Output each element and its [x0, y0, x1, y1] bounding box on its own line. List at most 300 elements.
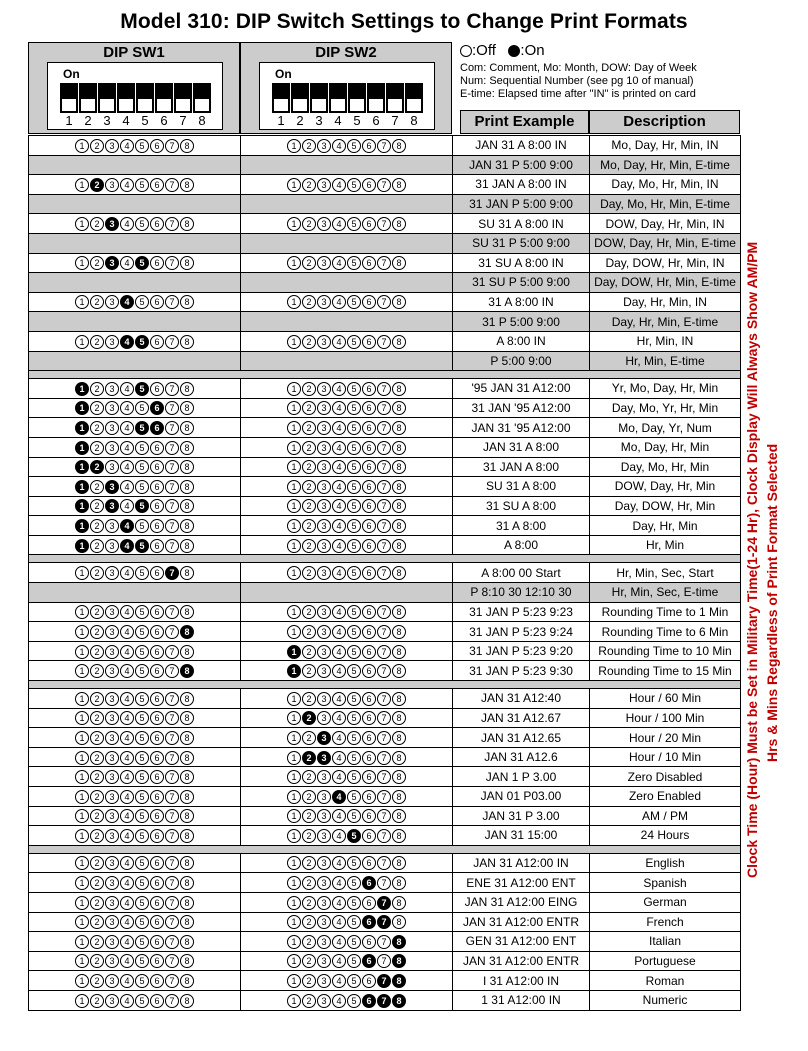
- switch-on-icon: 8: [392, 974, 406, 988]
- switch-off-icon: 4: [332, 856, 346, 870]
- switch-off-icon: 4: [332, 974, 346, 988]
- switch-on-icon: 3: [105, 256, 119, 270]
- description-cell: Day, DOW, Hr, Min, E-time: [590, 273, 741, 293]
- switch-off-icon: 8: [180, 519, 194, 533]
- switch-off-icon: 1: [75, 605, 89, 619]
- switch-off-icon: 1: [75, 770, 89, 784]
- switch-dots: [75, 178, 194, 192]
- sw2-setting-cell: [241, 253, 453, 273]
- table-row: [29, 951, 741, 971]
- switch-off-icon: 1: [75, 829, 89, 843]
- switch-off-icon: 5: [347, 974, 361, 988]
- switch-dots: [287, 974, 406, 988]
- sw1-setting-cell: [29, 233, 241, 253]
- switch-off-icon: 8: [392, 790, 406, 804]
- switch-off-icon: 7: [165, 256, 179, 270]
- section-divider: [29, 681, 741, 689]
- description-cell: Day, Mo, Hr, Min, IN: [590, 175, 741, 195]
- table-row: [29, 535, 741, 555]
- switch-off-icon: 1: [287, 539, 301, 553]
- switch-off-icon: 5: [347, 809, 361, 823]
- sw2-setting-cell: [241, 233, 453, 253]
- switch-dots: [287, 566, 406, 580]
- switch-off-icon: 6: [150, 935, 164, 949]
- switch-off-icon: 8: [392, 605, 406, 619]
- switch-off-icon: 4: [120, 692, 134, 706]
- description-cell: Hour / 10 Min: [590, 747, 741, 767]
- switch-off-icon: 4: [120, 664, 134, 678]
- sw1-setting-cell: [29, 379, 241, 399]
- switch-off-icon: 5: [347, 770, 361, 784]
- switch-off-icon: 4: [332, 664, 346, 678]
- switch-off-icon: 2: [90, 664, 104, 678]
- switch-off-icon: 1: [287, 915, 301, 929]
- switch-off-icon: 8: [392, 625, 406, 639]
- description-header: Description: [589, 110, 740, 134]
- switch-off-icon: 5: [135, 441, 149, 455]
- switch-off-icon: 1: [75, 915, 89, 929]
- switch-off-icon: 5: [347, 421, 361, 435]
- legend-line: E-time: Elapsed time after "IN" is printed on card: [460, 88, 696, 100]
- switch-off-icon: 3: [105, 382, 119, 396]
- switch-off-icon: 3: [105, 664, 119, 678]
- switch-off-icon: 8: [392, 896, 406, 910]
- table-row: [29, 912, 741, 932]
- switch-number: 1: [65, 113, 73, 128]
- table-row: [29, 728, 741, 748]
- switch-on-icon: 5: [135, 499, 149, 513]
- sw1-setting-cell: [29, 641, 241, 661]
- switch-off-icon: 2: [90, 499, 104, 513]
- switch-dots: [287, 645, 406, 659]
- switch-dots: [287, 625, 406, 639]
- switch-off-icon: 4: [332, 480, 346, 494]
- switch-on-icon: 7: [377, 994, 391, 1008]
- switch-key: [155, 83, 173, 113]
- switch-key: [348, 83, 366, 113]
- switch-off-icon: 1: [75, 856, 89, 870]
- sw1-setting-cell: [29, 892, 241, 912]
- print-example-cell: JAN 31 P 3.00: [453, 806, 590, 826]
- switch-off-icon: 6: [150, 856, 164, 870]
- description-cell: English: [590, 853, 741, 873]
- switch-off-icon: 2: [90, 295, 104, 309]
- sw1-setting-cell: [29, 516, 241, 536]
- switch-dots: [287, 441, 406, 455]
- switch-off-icon: 4: [332, 139, 346, 153]
- switch-on-icon: 8: [180, 664, 194, 678]
- switch-off-icon: 3: [317, 139, 331, 153]
- switch-off-icon: 2: [90, 539, 104, 553]
- switch-off-icon: 5: [347, 896, 361, 910]
- switch-off-icon: 2: [90, 256, 104, 270]
- switch-dots: [75, 711, 194, 725]
- print-example-cell: ENE 31 A12:00 ENT: [453, 873, 590, 893]
- switch-dots: [287, 217, 406, 231]
- switch-off-icon: 4: [120, 178, 134, 192]
- switch-off-icon: 1: [287, 896, 301, 910]
- switch-off-icon: 6: [150, 539, 164, 553]
- switch-off-icon: 2: [90, 480, 104, 494]
- switch-off-icon: 1: [75, 664, 89, 678]
- switch-off-icon: 8: [392, 664, 406, 678]
- switch-off-icon: 4: [332, 731, 346, 745]
- switch-off-icon: 1: [287, 829, 301, 843]
- switch-on-icon: 1: [287, 664, 301, 678]
- switch-off-icon: 5: [135, 692, 149, 706]
- switch-off-icon: 5: [347, 382, 361, 396]
- table-row: [29, 292, 741, 312]
- switch-key: [174, 83, 192, 113]
- switch-off-icon: 6: [362, 605, 376, 619]
- switch-off-icon: 3: [105, 519, 119, 533]
- sw2-setting-cell: [241, 583, 453, 603]
- switch-key: [60, 83, 78, 113]
- sw1-setting-cell: [29, 853, 241, 873]
- switch-off-icon: 2: [90, 915, 104, 929]
- switch-off-icon: 4: [120, 731, 134, 745]
- print-example-cell: JAN 01 P03.00: [453, 787, 590, 807]
- switch-key: [386, 83, 404, 113]
- switch-off-icon: 8: [180, 335, 194, 349]
- switch-off-icon: 7: [165, 401, 179, 415]
- switch-off-icon: 7: [377, 421, 391, 435]
- switch-off-icon: 5: [347, 480, 361, 494]
- divider-cell: [29, 681, 741, 689]
- switch-off-icon: 4: [332, 421, 346, 435]
- switch-off-icon: 5: [135, 974, 149, 988]
- switch-off-icon: 3: [317, 382, 331, 396]
- print-example-cell: 31 JAN P 5:23 9:20: [453, 641, 590, 661]
- description-cell: Day, DOW, Hr, Min: [590, 496, 741, 516]
- switch-number: 8: [410, 113, 418, 128]
- switch-off-icon: 2: [302, 935, 316, 949]
- switch-off-icon: 7: [377, 401, 391, 415]
- switch-off-icon: 8: [180, 790, 194, 804]
- switch-off-icon: 3: [317, 519, 331, 533]
- description-cell: Hr, Min, E-time: [590, 351, 741, 371]
- switch-off-icon: 3: [317, 809, 331, 823]
- switch-on-icon: 4: [120, 295, 134, 309]
- switch-off-icon: 1: [75, 935, 89, 949]
- switch-off-icon: 4: [332, 692, 346, 706]
- legend-line: Num: Sequential Number (see pg 10 of manual): [460, 75, 694, 87]
- sw2-setting-cell: [241, 641, 453, 661]
- sw2-setting-cell: [241, 214, 453, 234]
- switch-off-icon: 8: [392, 711, 406, 725]
- sw1-setting-cell: [29, 951, 241, 971]
- description-cell: Hour / 100 Min: [590, 708, 741, 728]
- switch-off-icon: 4: [120, 421, 134, 435]
- switch-on-icon: 6: [150, 421, 164, 435]
- sw2-setting-cell: [241, 477, 453, 497]
- switch-off-icon: 6: [150, 829, 164, 843]
- switch-off-icon: 2: [302, 896, 316, 910]
- switch-off-icon: 8: [180, 480, 194, 494]
- switch-off-icon: 1: [287, 217, 301, 231]
- print-example-cell: 31 JAN '95 A12:00: [453, 398, 590, 418]
- switch-on-icon: 1: [75, 382, 89, 396]
- switch-off-icon: 4: [120, 954, 134, 968]
- switch-off-icon: 7: [165, 645, 179, 659]
- switch-off-icon: 7: [165, 994, 179, 1008]
- switch-off-icon: 8: [392, 770, 406, 784]
- switch-off-icon: 2: [90, 809, 104, 823]
- description-cell: DOW, Day, Hr, Min: [590, 477, 741, 497]
- switch-dots: [75, 856, 194, 870]
- switch-off-icon: 4: [332, 711, 346, 725]
- print-example-cell: 31 JAN P 5:23 9:24: [453, 622, 590, 642]
- switch-dots: [75, 935, 194, 949]
- print-example-cell: JAN 31 P 5:00 9:00: [453, 155, 590, 175]
- switch-off-icon: 8: [392, 645, 406, 659]
- switch-off-icon: 3: [317, 441, 331, 455]
- switch-key: [136, 83, 154, 113]
- sw1-setting-cell: [29, 312, 241, 332]
- switch-off-icon: 8: [180, 954, 194, 968]
- switch-number: 7: [391, 113, 399, 128]
- description-cell: Hr, Min, IN: [590, 331, 741, 351]
- switch-off-icon: 6: [362, 295, 376, 309]
- switch-off-icon: 3: [317, 480, 331, 494]
- table-row: [29, 155, 741, 175]
- print-example-cell: 31 SU A 8:00 IN: [453, 253, 590, 273]
- switch-key: [405, 83, 423, 113]
- switch-off-icon: 7: [377, 856, 391, 870]
- switch-off-icon: 1: [75, 896, 89, 910]
- table-row: [29, 932, 741, 952]
- sw1-setting-cell: [29, 747, 241, 767]
- sw1-setting-cell: [29, 457, 241, 477]
- description-cell: Hr, Min: [590, 535, 741, 555]
- switch-dots: [287, 499, 406, 513]
- switch-off-icon: 5: [135, 809, 149, 823]
- switch-off-icon: 6: [150, 382, 164, 396]
- sw1-setting-cell: [29, 583, 241, 603]
- switch-off-icon: 4: [332, 519, 346, 533]
- switch-off-icon: 7: [377, 751, 391, 765]
- switch-off-icon: 7: [165, 876, 179, 890]
- sw2-setting-cell: [241, 194, 453, 214]
- switch-off-icon: 4: [120, 856, 134, 870]
- switch-off-icon: 6: [150, 664, 164, 678]
- switch-off-icon: 6: [362, 829, 376, 843]
- switch-on-icon: 1: [75, 519, 89, 533]
- switch-off-icon: 6: [150, 460, 164, 474]
- switch-off-icon: 7: [165, 896, 179, 910]
- dip-sw1-label: DIP SW1: [103, 44, 165, 61]
- sw2-setting-cell: [241, 516, 453, 536]
- table-row: [29, 689, 741, 709]
- table-row: [29, 747, 741, 767]
- sw2-setting-cell: [241, 563, 453, 583]
- switch-on-icon: 7: [377, 974, 391, 988]
- switch-off-icon: 1: [287, 566, 301, 580]
- sw1-setting-cell: [29, 787, 241, 807]
- switch-off-icon: 6: [362, 645, 376, 659]
- switch-off-icon: 2: [302, 829, 316, 843]
- switch-off-icon: 7: [165, 770, 179, 784]
- switch-off-icon: 4: [120, 441, 134, 455]
- switch-off-icon: 3: [105, 935, 119, 949]
- switch-off-icon: 2: [90, 566, 104, 580]
- print-example-cell: SU 31 P 5:00 9:00: [453, 233, 590, 253]
- sw1-setting-cell: [29, 351, 241, 371]
- sw2-setting-cell: [241, 806, 453, 826]
- switch-off-icon: 5: [347, 295, 361, 309]
- switch-off-icon: 1: [75, 566, 89, 580]
- switch-dots: [75, 256, 194, 270]
- switch-off-icon: 2: [302, 876, 316, 890]
- sw1-setting-cell: [29, 990, 241, 1010]
- switch-off-icon: 3: [317, 896, 331, 910]
- side-note-1: Clock Time (Hour) Must be Set in Military Time(1-24 Hr), Clock Display Will Always Show AM/PM: [744, 241, 760, 878]
- table-row: [29, 331, 741, 351]
- switch-dots: [287, 256, 406, 270]
- sw2-setting-cell: [241, 892, 453, 912]
- switch-off-icon: 8: [180, 499, 194, 513]
- switch-off-icon: 1: [75, 625, 89, 639]
- description-cell: AM / PM: [590, 806, 741, 826]
- switch-off-icon: 4: [120, 935, 134, 949]
- switch-off-icon: 3: [317, 256, 331, 270]
- switch-off-icon: 1: [75, 217, 89, 231]
- switch-off-icon: 8: [180, 829, 194, 843]
- switch-off-icon: 4: [332, 401, 346, 415]
- switch-off-icon: 3: [105, 790, 119, 804]
- switch-off-icon: 5: [135, 566, 149, 580]
- sw2-setting-cell: [241, 175, 453, 195]
- description-cell: Zero Disabled: [590, 767, 741, 787]
- switch-off-icon: 3: [105, 139, 119, 153]
- switch-off-icon: 1: [287, 499, 301, 513]
- switch-off-icon: 2: [90, 692, 104, 706]
- switch-off-icon: 3: [317, 421, 331, 435]
- switch-dots: [75, 566, 194, 580]
- table-row: [29, 136, 741, 156]
- description-cell: Rounding Time to 10 Min: [590, 641, 741, 661]
- switch-off-icon: 2: [302, 994, 316, 1008]
- print-example-cell: JAN 31 A12:00 ENTR: [453, 912, 590, 932]
- switch-off-icon: 1: [75, 178, 89, 192]
- switch-off-icon: 5: [135, 460, 149, 474]
- divider-cell: [29, 555, 741, 563]
- sw2-setting-cell: [241, 351, 453, 371]
- switch-dots: [287, 994, 406, 1008]
- switch-off-icon: 3: [105, 770, 119, 784]
- switch-dots: [287, 829, 406, 843]
- switch-off-icon: 6: [150, 441, 164, 455]
- sw2-setting-cell: [241, 853, 453, 873]
- switch-off-icon: 2: [90, 605, 104, 619]
- switch-on-icon: 2: [302, 751, 316, 765]
- switch-off-icon: 8: [180, 539, 194, 553]
- dip-sw2-diagram: [259, 62, 435, 130]
- switch-dots: [75, 519, 194, 533]
- switch-off-icon: 1: [287, 790, 301, 804]
- switch-off-icon: 8: [180, 178, 194, 192]
- switch-key: [117, 83, 135, 113]
- switch-off-icon: 6: [150, 139, 164, 153]
- switch-off-icon: 8: [392, 876, 406, 890]
- dip-sw1-header: [28, 42, 240, 134]
- dip-sw2-header: [240, 42, 452, 134]
- switch-off-icon: 2: [90, 856, 104, 870]
- switch-off-icon: 2: [90, 217, 104, 231]
- switch-off-icon: 7: [377, 139, 391, 153]
- switch-off-icon: 1: [75, 876, 89, 890]
- switch-off-icon: 2: [302, 539, 316, 553]
- table-row: [29, 767, 741, 787]
- description-cell: Portuguese: [590, 951, 741, 971]
- switch-dots: [75, 460, 194, 474]
- switch-on-icon: 5: [347, 829, 361, 843]
- switch-on-icon: 2: [302, 711, 316, 725]
- switch-off-icon: 2: [90, 645, 104, 659]
- print-example-cell: P 5:00 9:00: [453, 351, 590, 371]
- switch-off-icon: 8: [392, 499, 406, 513]
- switch-off-icon: 2: [302, 566, 316, 580]
- switch-on-icon: 5: [135, 256, 149, 270]
- description-cell: Mo, Day, Hr, Min, E-time: [590, 155, 741, 175]
- sw2-setting-cell: [241, 708, 453, 728]
- switch-key: [310, 83, 328, 113]
- switch-off-icon: 2: [302, 480, 316, 494]
- switch-off-icon: 5: [135, 178, 149, 192]
- table-row: [29, 516, 741, 536]
- switch-on-icon: 8: [180, 625, 194, 639]
- switch-off-icon: 2: [90, 751, 104, 765]
- switch-off-icon: 1: [75, 809, 89, 823]
- table-row: [29, 563, 741, 583]
- switch-on-icon: 4: [120, 519, 134, 533]
- switch-off-icon: 3: [317, 499, 331, 513]
- switch-off-icon: 4: [120, 994, 134, 1008]
- section-divider: [29, 371, 741, 379]
- switch-number: 5: [353, 113, 361, 128]
- switch-off-icon: 7: [165, 295, 179, 309]
- switch-off-icon: 6: [150, 974, 164, 988]
- switch-off-icon: 7: [377, 645, 391, 659]
- switch-off-icon: 4: [332, 876, 346, 890]
- print-example-cell: JAN 31 A 8:00 IN: [453, 136, 590, 156]
- switch-number: 2: [296, 113, 304, 128]
- switch-off-icon: 6: [150, 480, 164, 494]
- table-row: [29, 806, 741, 826]
- section-divider: [29, 845, 741, 853]
- switch-off-icon: 8: [392, 539, 406, 553]
- switch-off-icon: 3: [317, 539, 331, 553]
- switch-off-icon: 1: [287, 809, 301, 823]
- switch-off-icon: 4: [332, 605, 346, 619]
- switch-off-icon: 3: [317, 625, 331, 639]
- table-row: [29, 496, 741, 516]
- switch-off-icon: 2: [302, 974, 316, 988]
- switch-on-icon: 3: [317, 731, 331, 745]
- switch-off-icon: 5: [347, 645, 361, 659]
- switch-off-icon: 1: [287, 178, 301, 192]
- switch-off-icon: 8: [180, 256, 194, 270]
- switch-off-icon: 2: [302, 256, 316, 270]
- switch-dots: [75, 401, 194, 415]
- switch-off-icon: 5: [347, 139, 361, 153]
- switch-off-icon: 7: [165, 664, 179, 678]
- switch-off-icon: 3: [105, 856, 119, 870]
- switch-off-icon: 3: [105, 605, 119, 619]
- switch-dots: [75, 896, 194, 910]
- switch-key: [79, 83, 97, 113]
- print-example-cell: SU 31 A 8:00 IN: [453, 214, 590, 234]
